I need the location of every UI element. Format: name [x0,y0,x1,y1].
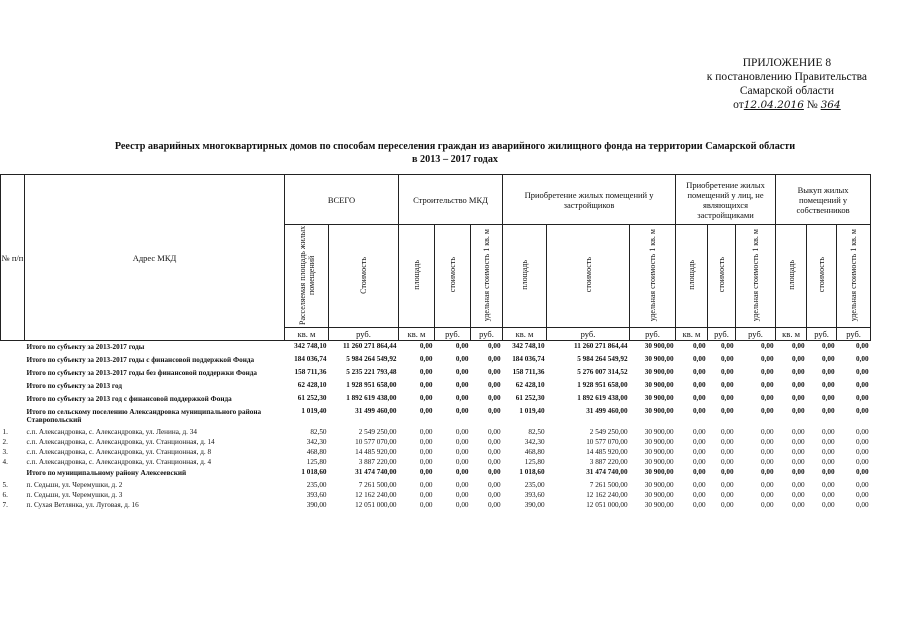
col-other-unit: удельная стоимость 1 кв. м [736,225,776,328]
col-buyout-area: площадь [776,225,807,328]
row-value: 0,00 [720,481,734,489]
row-value: 0,00 [455,342,469,350]
col-buyout-unit: удельная стоимость 1 кв. м [837,225,871,328]
col-dev-cost: стоимость [547,225,630,328]
row-value: 0,00 [487,407,501,415]
row-value: 31 474 740,00 [586,468,628,476]
row-value: 82,50 [528,428,545,436]
row-value: 0,00 [720,394,734,402]
number-prefix: № [806,99,818,111]
table-row [1,467,871,480]
row-value: 0,00 [455,458,469,466]
row-value: 0,00 [855,491,869,499]
row-value: 0,00 [419,491,433,499]
table-row [1,500,871,510]
registry-table-wrapper [0,174,870,510]
col-dev-area: площадь [503,225,547,328]
table-row [1,393,871,406]
row-value: 12 162 240,00 [586,491,628,499]
table-row [1,341,871,355]
document-title [40,141,870,166]
row-value: 0,00 [855,355,869,363]
row-value: 0,00 [720,458,734,466]
row-value: 0,00 [821,355,835,363]
row-value: 0,00 [720,501,734,509]
row-value: 0,00 [791,394,805,402]
row-value: 0,00 [419,342,433,350]
row-value: 0,00 [821,368,835,376]
row-value: 30 900,00 [644,355,674,363]
table-row [1,427,871,437]
row-value: 0,00 [855,438,869,446]
appendix-region: Самарской области [739,85,834,97]
row-value: 0,00 [821,468,835,476]
row-value: 0,00 [487,428,501,436]
row-value: 0,00 [455,355,469,363]
row-address: Итого по субъекту за 2013 год [26,382,123,390]
col-dev-unit: удельная стоимость 1 кв. м [630,225,676,328]
row-value: 0,00 [760,394,774,402]
row-value: 30 900,00 [644,407,674,415]
row-value: 30 900,00 [644,458,674,466]
row-value: 184 036,74 [512,355,545,363]
row-value: 0,00 [821,491,835,499]
table-row [1,457,871,467]
unit-rub: руб. [837,328,871,341]
unit-sqm: кв. м [285,328,329,341]
col-buyout-cost: стоимость [807,225,837,328]
row-value: 0,00 [855,428,869,436]
row-value: 30 900,00 [644,448,674,456]
row-value: 393,60 [524,491,545,499]
row-value: 0,00 [487,381,501,389]
row-value: 0,00 [487,438,501,446]
row-value: 0,00 [821,381,835,389]
row-value: 393,60 [306,491,327,499]
row-number [1,367,25,380]
unit-sqm: кв. м [776,328,807,341]
row-number [1,393,25,406]
row-value: 12 051 000,00 [586,501,628,509]
unit-rub: руб. [736,328,776,341]
row-value: 10 577 070,00 [355,438,397,446]
row-value: 30 900,00 [644,501,674,509]
row-value: 235,00 [524,481,545,489]
row-value: 0,00 [720,438,734,446]
row-value: 30 900,00 [644,491,674,499]
row-value: 0,00 [455,468,469,476]
row-value: 0,00 [692,407,706,415]
row-address: Итого по субъекту за 2013-2017 годы без финансовой поддержки Фонда [26,369,257,377]
row-value: 0,00 [487,368,501,376]
row-value: 0,00 [855,458,869,466]
row-value: 0,00 [455,491,469,499]
row-value: 5 984 264 549,92 [577,355,628,363]
row-value: 0,00 [821,394,835,402]
row-value: 0,00 [791,368,805,376]
row-value: 0,00 [855,481,869,489]
row-value: 0,00 [760,428,774,436]
title-line-2: в 2013 – 2017 годах [411,153,499,165]
row-value: 30 900,00 [644,394,674,402]
col-constr-cost: стоимость [435,225,471,328]
row-value: 0,00 [487,458,501,466]
row-value: 0,00 [455,394,469,402]
row-value: 7 261 500,00 [589,481,628,489]
row-value: 342,30 [306,438,327,446]
row-value: 0,00 [455,448,469,456]
row-value: 31 499 460,00 [355,407,397,415]
row-value: 5 276 007 314,52 [577,368,628,376]
row-value: 158 711,36 [512,368,545,376]
row-value: 0,00 [692,342,706,350]
row-value: 0,00 [419,481,433,489]
row-value: 158 711,36 [294,368,327,376]
table-row [1,367,871,380]
table-row [1,490,871,500]
row-value: 0,00 [692,501,706,509]
col-area-settled: Расселяемая площадь жилых помещений [285,225,329,328]
row-value: 0,00 [791,355,805,363]
row-value: 0,00 [419,394,433,402]
row-value: 0,00 [855,501,869,509]
row-number: 2. [2,438,8,446]
col-address-header: Адрес МКД [25,175,285,341]
row-value: 0,00 [419,438,433,446]
row-value: 30 900,00 [644,481,674,489]
unit-rub: руб. [547,328,630,341]
row-value: 30 900,00 [644,342,674,350]
row-value: 0,00 [855,448,869,456]
row-value: 468,80 [524,448,545,456]
row-number: 3. [2,448,8,456]
row-value: 1 019,40 [301,407,327,415]
row-value: 61 252,30 [515,394,545,402]
row-value: 0,00 [760,407,774,415]
row-value: 0,00 [455,368,469,376]
row-value: 0,00 [455,428,469,436]
unit-sqm: кв. м [503,328,547,341]
unit-rub: руб. [435,328,471,341]
row-value: 0,00 [419,368,433,376]
row-address: с.п. Александровка, с. Александровка, ул. Станционная, д. 4 [26,458,212,466]
col-other-cost: стоимость [708,225,736,328]
row-value: 30 900,00 [644,468,674,476]
row-value: 1 019,40 [519,407,545,415]
row-address: п. Сухая Ветлянка, ул. Луговая, д. 16 [26,501,139,509]
row-value: 0,00 [821,458,835,466]
row-number: 6. [2,491,8,499]
row-number: 7. [2,501,8,509]
row-value: 0,00 [720,428,734,436]
row-value: 0,00 [455,381,469,389]
row-value: 0,00 [720,368,734,376]
row-value: 0,00 [791,428,805,436]
row-value: 235,00 [306,481,327,489]
row-value: 0,00 [791,481,805,489]
row-value: 0,00 [692,355,706,363]
row-value: 0,00 [760,438,774,446]
row-value: 1 892 619 438,00 [577,394,628,402]
row-address: с.п. Александровка, с. Александровка, ул. Станционная, д. 8 [26,448,212,456]
row-value: 0,00 [821,438,835,446]
row-value: 0,00 [419,407,433,415]
row-value: 0,00 [760,342,774,350]
row-value: 0,00 [791,491,805,499]
row-value: 0,00 [791,458,805,466]
appendix-resolution: к постановлению Правительства [706,71,867,83]
row-value: 1 018,60 [519,468,545,476]
row-value: 0,00 [760,448,774,456]
row-value: 125,80 [306,458,327,466]
table-row [1,480,871,490]
row-value: 390,00 [524,501,545,509]
row-value: 0,00 [821,407,835,415]
row-value: 2 549 250,00 [358,428,397,436]
row-value: 0,00 [821,342,835,350]
row-value: 0,00 [720,491,734,499]
row-address: с.п. Александровка, с. Александровка, ул. Ленина, д. 34 [26,428,197,436]
row-value: 0,00 [419,355,433,363]
row-value: 0,00 [487,342,501,350]
row-value: 0,00 [760,501,774,509]
row-value: 0,00 [419,458,433,466]
appendix-title: ПРИЛОЖЕНИЕ 8 [742,57,832,69]
row-value: 0,00 [692,491,706,499]
row-number: 1. [2,428,8,436]
row-number [1,341,25,355]
row-value: 62 428,10 [297,381,327,389]
row-value: 0,00 [855,368,869,376]
col-other-area: площадь [676,225,708,328]
row-value: 0,00 [692,448,706,456]
unit-sqm: кв. м [399,328,435,341]
row-value: 0,00 [821,481,835,489]
date-prefix: от [733,99,744,111]
row-address: п. Седьшн, ул. Черемушки, д. 2 [26,481,123,489]
row-number [1,467,25,480]
row-value: 11 260 271 864,44 [574,342,628,350]
unit-sqm: кв. м [676,328,708,341]
row-value: 0,00 [720,448,734,456]
row-value: 0,00 [791,438,805,446]
row-value: 0,00 [821,501,835,509]
row-value: 62 428,10 [515,381,545,389]
row-value: 0,00 [791,342,805,350]
row-number [1,354,25,367]
row-value: 0,00 [791,501,805,509]
table-row [1,406,871,427]
row-value: 14 485 920,00 [355,448,397,456]
unit-rub: руб. [807,328,837,341]
row-address: Итого по сельскому поселению Александровка муниципального района Ставропольский [26,408,262,424]
row-value: 0,00 [760,481,774,489]
row-value: 0,00 [791,468,805,476]
unit-rub: руб. [630,328,676,341]
row-value: 82,50 [310,428,327,436]
row-value: 342 748,10 [294,342,327,350]
row-value: 468,80 [306,448,327,456]
row-value: 10 577 070,00 [586,438,628,446]
row-value: 0,00 [692,394,706,402]
row-value: 125,80 [524,458,545,466]
group-buyout-header: Выкуп жилых помещений у собственников [776,175,871,225]
row-value: 0,00 [692,458,706,466]
registry-table [0,174,871,510]
row-value: 0,00 [791,407,805,415]
row-value: 0,00 [760,355,774,363]
row-address: Итого по субъекту за 2013 год с финансовой поддержкой Фонда [26,395,232,403]
row-value: 12 162 240,00 [355,491,397,499]
row-value: 390,00 [306,501,327,509]
unit-rub: руб. [708,328,736,341]
handwritten-date: 12.04.2016 [743,99,804,111]
row-value: 3 887 220,00 [589,458,628,466]
row-address: Итого по субъекту за 2013-2017 годы с финансовой поддержкой Фонда [26,356,255,364]
row-value: 7 261 500,00 [358,481,397,489]
row-value: 0,00 [487,468,501,476]
row-value: 31 474 740,00 [355,468,397,476]
row-value: 0,00 [720,355,734,363]
row-value: 3 887 220,00 [358,458,397,466]
row-address: Итого по субъекту за 2013-2017 годы [26,343,145,351]
row-value: 0,00 [487,355,501,363]
row-address: Итого по муниципальному району Алексеевский [26,469,187,477]
row-value: 0,00 [692,368,706,376]
row-value: 0,00 [760,381,774,389]
table-row [1,447,871,457]
group-purchase-dev-header: Приобретение жилых помещений у застройщиков [503,175,676,225]
row-value: 0,00 [487,501,501,509]
col-constr-area: площадь [399,225,435,328]
row-value: 0,00 [720,468,734,476]
row-value: 30 900,00 [644,381,674,389]
appendix-block [707,56,867,112]
row-value: 30 900,00 [644,428,674,436]
row-value: 0,00 [720,407,734,415]
row-value: 0,00 [855,394,869,402]
row-number: 5. [2,481,8,489]
row-value: 1 018,60 [301,468,327,476]
group-total-header: ВСЕГО [285,175,399,225]
row-value: 0,00 [419,428,433,436]
row-value: 31 499 460,00 [586,407,628,415]
col-constr-unit: удельная стоимость 1 кв. м [471,225,503,328]
row-value: 184 036,74 [294,355,327,363]
row-value: 0,00 [720,381,734,389]
row-value: 0,00 [692,481,706,489]
handwritten-number: 364 [820,99,841,111]
row-value: 0,00 [791,381,805,389]
row-value: 30 900,00 [644,368,674,376]
table-row [1,354,871,367]
row-value: 0,00 [760,468,774,476]
row-value: 0,00 [791,448,805,456]
row-value: 61 252,30 [297,394,327,402]
unit-rub: руб. [471,328,503,341]
row-value: 1 928 951 658,00 [577,381,628,389]
row-value: 0,00 [455,438,469,446]
row-value: 0,00 [760,368,774,376]
row-value: 0,00 [455,481,469,489]
row-address: с.п. Александровка, с. Александровка, ул. Станционная, д. 14 [26,438,215,446]
row-address: п. Седьшн, ул. Черемушки, д. 3 [26,491,123,499]
row-value: 342 748,10 [512,342,545,350]
row-value: 12 051 000,00 [355,501,397,509]
row-value: 0,00 [487,491,501,499]
row-value: 342,30 [524,438,545,446]
row-value: 0,00 [692,438,706,446]
col-num-header: № п/п [1,175,25,341]
row-value: 0,00 [692,381,706,389]
row-value: 1 928 951 658,00 [346,381,397,389]
row-value: 0,00 [419,468,433,476]
row-value: 14 485 920,00 [586,448,628,456]
row-value: 0,00 [855,381,869,389]
row-value: 0,00 [855,407,869,415]
row-value: 0,00 [455,407,469,415]
row-value: 0,00 [760,458,774,466]
row-value: 0,00 [821,428,835,436]
group-purchase-other-header: Приобретение жилых помещений у лиц, не являющихся застройщиками [676,175,776,225]
row-value: 0,00 [487,448,501,456]
row-number [1,406,25,427]
row-value: 0,00 [720,342,734,350]
col-total-cost: Стоимость [329,225,399,328]
table-body [1,341,871,511]
row-value: 0,00 [760,491,774,499]
row-value: 11 260 271 864,44 [342,342,397,350]
row-value: 0,00 [855,468,869,476]
row-value: 30 900,00 [644,438,674,446]
row-value: 0,00 [692,428,706,436]
row-value: 0,00 [419,381,433,389]
row-number: 4. [2,458,8,466]
row-value: 0,00 [487,394,501,402]
unit-rub: руб. [329,328,399,341]
row-value: 0,00 [419,448,433,456]
row-value: 5 984 264 549,92 [346,355,397,363]
row-value: 1 892 619 438,00 [346,394,397,402]
row-value: 0,00 [487,481,501,489]
row-value: 2 549 250,00 [589,428,628,436]
row-value: 0,00 [692,468,706,476]
group-construction-header: Строительство МКД [399,175,503,225]
table-row [1,437,871,447]
row-value: 0,00 [455,501,469,509]
appendix-date-line [707,98,867,112]
row-value: 5 235 221 793,48 [346,368,397,376]
row-number [1,380,25,393]
title-line-1: Реестр аварийных многоквартирных домов по способам переселения граждан из аварийного жилищного фонда на территории Самарской области [114,141,796,152]
row-value: 0,00 [821,448,835,456]
row-value: 0,00 [855,342,869,350]
table-row [1,380,871,393]
row-value: 0,00 [419,501,433,509]
